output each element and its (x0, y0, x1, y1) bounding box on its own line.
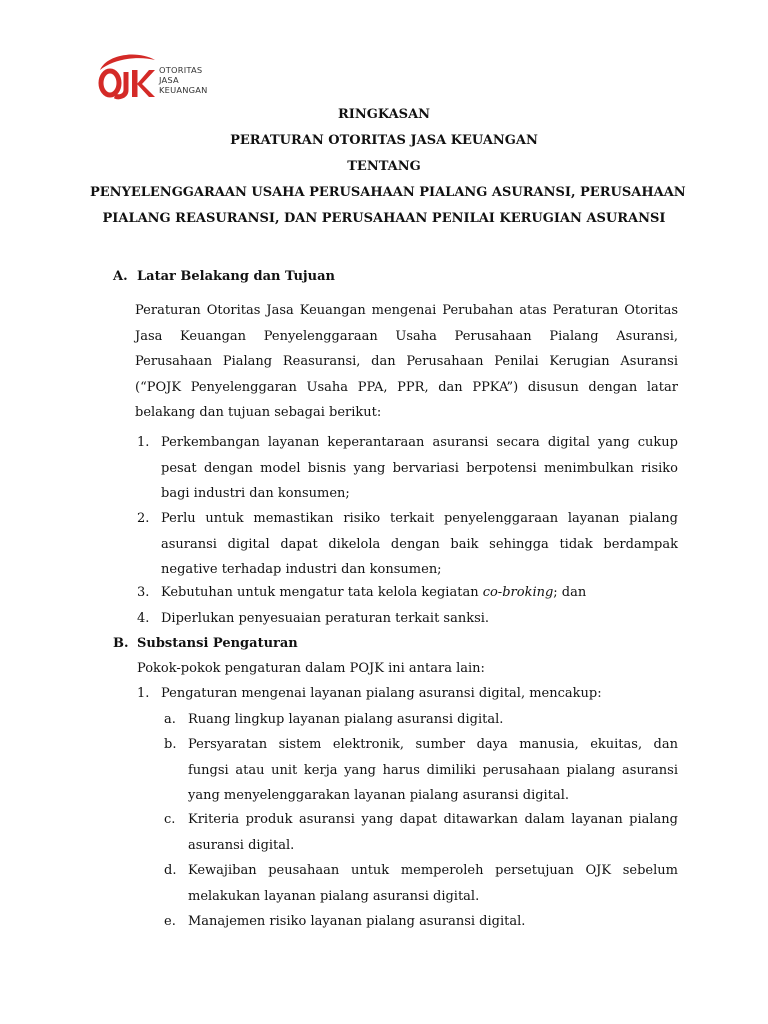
sublist-item (188, 732, 678, 809)
title-line: TENTANG (347, 159, 421, 174)
document-title (90, 102, 686, 232)
sublist-letter: a. (164, 712, 176, 727)
list-item-text: ; dan (553, 585, 587, 600)
sublist-item-line: asuransi digital. (188, 837, 295, 853)
paragraph-line: Peraturan Otoritas Jasa Keuangan mengenai Perubahan atas Peraturan Otoritas (135, 303, 678, 318)
ojk-logo-text (159, 65, 208, 95)
list-item-number: 2. (137, 511, 150, 526)
title-line: RINGKASAN (337, 107, 431, 122)
list-item-number: 4. (137, 611, 150, 626)
title-line: PERATURAN OTORITAS JASA KEUANGAN (230, 133, 538, 148)
list-item-number: 1. (137, 435, 150, 450)
paragraph-line: Jasa Keuangan Penyelenggaraan Usaha Perusahaan Pialang Asuransi, (135, 328, 678, 344)
section-a-intro (135, 298, 678, 426)
list-item-line: Perlu untuk memastikan risiko terkait penyelenggaraan layanan pialang (161, 511, 678, 526)
sublist-item-line: fungsi atau unit kerja yang harus dimiliki perusahaan pialang asuransi (188, 762, 678, 778)
sublist-item-line: Kriteria produk asuransi yang dapat ditawarkan dalam layanan pialang (188, 812, 678, 827)
paragraph-line: (“POJK Penyelenggaran Usaha PPA, PPR, dan PPKA”) disusun dengan latar (135, 379, 678, 395)
sublist-item-line: melakukan layanan pialang asuransi digital. (188, 888, 480, 904)
logo-line-1: OTORITAS (159, 65, 203, 75)
sublist-item: Manajemen risiko layanan pialang asuransi digital. (188, 914, 526, 929)
section-b-heading: Substansi Pengaturan (137, 636, 298, 651)
list-item (161, 506, 678, 583)
list-item-line: negative terhadap industri dan konsumen; (161, 562, 442, 577)
sublist-letter: d. (164, 863, 177, 878)
logo-line-2: JASA (159, 75, 179, 85)
ojk-logo (97, 50, 237, 104)
sublist-item (188, 858, 678, 909)
list-item (161, 430, 678, 507)
sublist-item: Ruang lingkup layanan pialang asuransi digital. (188, 712, 504, 727)
paragraph-line: belakang dan tujuan sebagai berikut: (135, 405, 382, 420)
logo-line-3: KEUANGAN (159, 85, 208, 95)
list-item: Diperlukan penyesuaian peraturan terkait sanksi. (161, 611, 490, 626)
list-item-line: bagi industri dan konsumen; (161, 486, 350, 501)
list-item-line: pesat dengan model bisnis yang bervariasi berpotensi menimbulkan risiko (161, 460, 678, 476)
sublist-item-line: Kewajiban peusahaan untuk memperoleh persetujuan OJK sebelum (188, 863, 678, 878)
section-b-intro: Pokok-pokok pengaturan dalam POJK ini antara lain: (137, 661, 485, 676)
list-item-line: Perkembangan layanan keperantaraan asuransi secara digital yang cukup (161, 435, 678, 450)
section-b-marker: B. (113, 636, 129, 651)
sublist-item-line: Persyaratan sistem elektronik, sumber daya manusia, ekuitas, dan (188, 737, 678, 752)
section-a-heading: Latar Belakang dan Tujuan (137, 269, 335, 284)
list-item-number: 3. (137, 585, 150, 600)
list-item: Pengaturan mengenai layanan pialang asuransi digital, mencakup: (161, 686, 602, 701)
title-line: PENYELENGGARAAN USAHA PERUSAHAAN PIALANG ASURANSI, PERUSAHAAN (90, 185, 686, 200)
paragraph-line: Perusahaan Pialang Reasuransi, dan Perusahaan Penilai Kerugian Asuransi (135, 354, 678, 369)
sublist-letter: c. (164, 812, 176, 827)
sublist-item-line: yang menyelenggarakan layanan pialang asuransi digital. (188, 788, 569, 803)
title-line: PIALANG REASURANSI, DAN PERUSAHAAN PENILAI KERUGIAN ASURANSI (102, 211, 666, 226)
sublist-item (188, 807, 678, 858)
list-item-number: 1. (137, 686, 150, 701)
ojk-logo-mark-icon (97, 50, 159, 104)
sublist-letter: b. (164, 737, 177, 752)
list-item-text: Kebutuhan untuk mengatur tata kelola kegiatan (161, 585, 483, 600)
list-item (161, 580, 586, 606)
list-item-line: asuransi digital dapat dikelola dengan baik sehingga tidak berdampak (161, 536, 678, 552)
section-a-marker: A. (113, 269, 128, 284)
sublist-letter: e. (164, 914, 176, 929)
list-item-italic-term: co-broking (482, 585, 554, 600)
